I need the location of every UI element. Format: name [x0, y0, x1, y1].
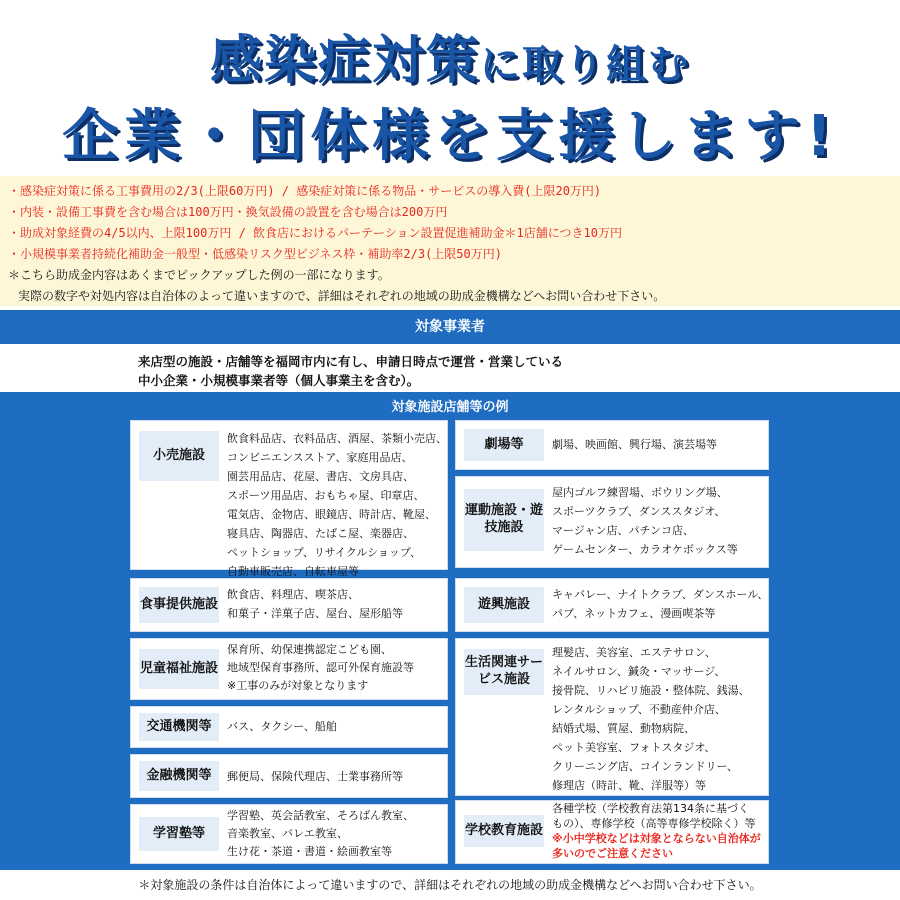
hero-heading	[0, 0, 900, 172]
facility-item: マージャン店、パチンコ店、	[552, 524, 695, 537]
facility-item: 園芸用品店、花屋、書店、文房具店、	[227, 470, 414, 483]
eligible-description	[0, 344, 900, 392]
facility-items	[227, 767, 403, 786]
facility-item: コンビニエンスストア、家庭用品店、	[227, 451, 413, 464]
facility-item: スポーツクラブ、ダンススタジオ、	[552, 505, 726, 518]
facility-items	[552, 483, 738, 559]
facility-items	[552, 801, 761, 861]
facility-items	[552, 643, 750, 795]
facility-label: 運動施設・遊技施設	[464, 489, 544, 551]
facility-item: ※工事のみが対象となります	[227, 679, 369, 692]
hero-title-line2: 企業・団体様を支援します!	[62, 104, 838, 169]
facility-item: 寝具店、陶器店、たばこ屋、楽器店、	[227, 527, 414, 540]
eligible-line: 中小企業・小規模事業者等（個人事業主を含む）。	[138, 373, 420, 388]
facility-card-retail	[130, 420, 448, 578]
facility-card-education	[455, 800, 769, 864]
facility-items	[227, 585, 403, 623]
facility-card-transport	[130, 706, 448, 748]
facility-items	[552, 435, 717, 454]
facility-item: もの）、専修学校（高等専修学校除く）等	[552, 817, 756, 830]
facility-item: 生け花・茶道・書道・絵画教室等	[227, 845, 392, 858]
note-line: 実際の数字や対処内容は自治体のよって違いますので、詳細はそれぞれの地域の助成金機構などへお問い合わせ下さい。	[18, 289, 666, 303]
facility-item: パブ、ネットカフェ、漫画喫茶等	[552, 607, 716, 620]
facility-item: 地域型保育事務所、認可外保育施設等	[227, 661, 414, 674]
facility-label: 劇場等	[464, 429, 544, 461]
note-line: ・内装・設備工事費を含む場合は100万円・換気設備の設置を含む場合は200万円	[8, 205, 448, 219]
facility-items	[227, 807, 414, 861]
facility-item: 接骨院、リハビリ施設・整体院、銭湯、	[552, 684, 750, 697]
facility-item: 電気店、金物店、眼鏡店、時計店、靴屋、	[227, 508, 436, 521]
facility-label: 生活関連サービス施設	[464, 649, 544, 695]
hero-title-main: 感染症対策	[209, 31, 480, 91]
facility-item: キャバレー、ナイトクラブ、ダンスホール、	[552, 588, 769, 601]
facility-item: 理髪店、美容室、エステサロン、	[552, 646, 716, 659]
facility-card-theater	[455, 420, 769, 470]
facility-card-school	[130, 804, 448, 864]
facility-label: 遊興施設	[464, 587, 544, 623]
facility-warning: ※小中学校などは対象とならない自治体が	[552, 832, 761, 845]
facility-panel-title: 対象施設店舗等の例	[391, 400, 509, 415]
facility-item: ネイルサロン、鍼灸・マッサージ、	[552, 665, 726, 678]
facility-card-childcare	[130, 638, 448, 700]
facility-item: 各種学校（学校教育法第134条に基づく	[552, 802, 749, 815]
facility-items	[227, 717, 337, 736]
facility-item: 飲食料品店、衣料品店、酒屋、茶類小売店、	[227, 432, 447, 445]
facility-item: 飲食店、料理店、喫茶店、	[227, 588, 359, 601]
facility-label: 小売施設	[139, 431, 219, 481]
facility-item: 修理店（時計、靴、洋服等）等	[552, 779, 706, 792]
facility-item: 学習塾、英会話教室、そろばん教室、	[227, 809, 414, 822]
facility-item: 和菓子・洋菓子店、屋台、屋形船等	[227, 607, 403, 620]
facility-card-finance	[130, 754, 448, 798]
facility-label: 学校教育施設	[464, 815, 544, 847]
note-line: ・小規模事業者持続化補助金一般型・低感染リスク型ビジネス枠・補助率2/3(上限50万円)	[8, 247, 502, 261]
facility-item: クリーニング店、コインランドリー、	[552, 760, 739, 773]
facility-label: 交通機関等	[139, 713, 219, 741]
facility-item: 劇場、映画館、興行場、演芸場等	[552, 438, 717, 451]
subsidy-notes	[0, 176, 900, 306]
hero-title-sub: に取り組む	[480, 42, 690, 88]
facility-label: 児童福祉施設	[139, 649, 219, 689]
facility-card-lifestyle	[455, 638, 769, 796]
facility-items	[227, 641, 414, 695]
facility-warning: 多いのでご注意ください	[552, 847, 673, 860]
eligible-header: 対象事業者	[0, 310, 900, 344]
facility-panel	[0, 392, 900, 870]
facility-item: 屋内ゴルフ練習場、ボウリング場、	[552, 486, 728, 499]
facility-items	[227, 429, 447, 581]
facility-item: 結婚式場、質屋、動物病院、	[552, 722, 695, 735]
note-line: ・助成対象経費の4/5以内、上限100万円 / 飲食店におけるパーテーション設置促進補助金＊1店舗につき10万円	[8, 226, 622, 240]
facility-label: 食事提供施設	[139, 587, 219, 623]
facility-item: 自動車販売店、自転車屋等	[227, 565, 359, 578]
eligible-line: 来店型の施設・店舗等を福岡市内に有し、申請日時点で運営・営業している	[138, 354, 564, 369]
facility-label: 金融機関等	[139, 761, 219, 791]
footer-note: ＊対象施設の条件は自治体によって違いますので、詳細はそれぞれの地域の助成金機構などへお問い合わせ下さい。	[138, 878, 762, 892]
facility-item: レンタルショップ、不動産仲介店、	[552, 703, 726, 716]
hero-title-line1	[0, 18, 900, 93]
facility-item: スポーツ用品店、おもちゃ屋、印章店、	[227, 489, 425, 502]
facility-card-entertainment	[455, 578, 769, 632]
note-line: ・感染症対策に係る工事費用の2/3(上限60万円) / 感染症対策に係る物品・サービスの導入費(上限20万円)	[8, 184, 602, 198]
facility-item: 保育所、幼保連携認定こども園、	[227, 643, 392, 656]
facility-card-sports	[455, 476, 769, 568]
facility-item: ペット美容室、フォトスタジオ、	[552, 741, 716, 754]
facility-item: バス、タクシー、船舶	[227, 720, 337, 733]
facility-label: 学習塾等	[139, 817, 219, 851]
facility-item: 郵便局、保険代理店、士業事務所等	[227, 770, 403, 783]
facility-item: ペットショップ、リサイクルショップ、	[227, 546, 421, 559]
facility-items	[552, 585, 768, 623]
note-line: ＊こちら助成金内容はあくまでピックアップした例の一部になります。	[8, 268, 390, 282]
facility-item: ゲームセンター、カラオケボックス等	[552, 543, 738, 556]
facility-item: 音楽教室、バレエ教室、	[227, 827, 348, 840]
facility-card-food	[130, 578, 448, 632]
